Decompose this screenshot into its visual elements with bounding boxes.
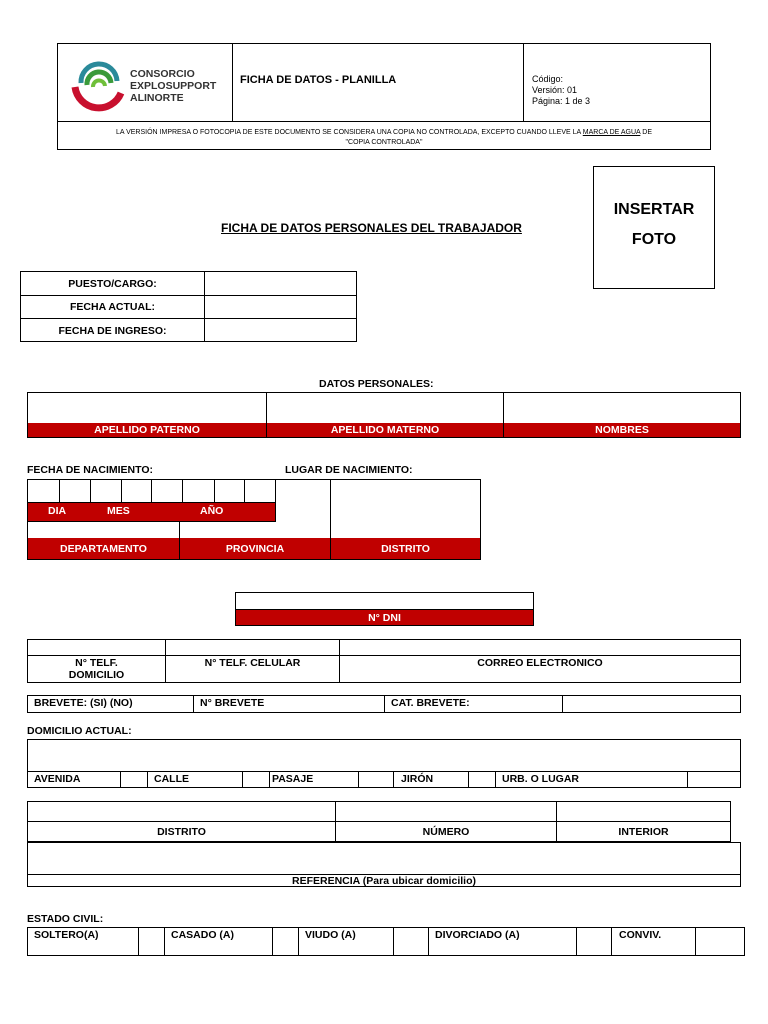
document-meta <box>523 44 712 121</box>
brevete-si-no[interactable]: BREVETE: (SI) (NO) <box>34 697 133 709</box>
numero-brevete-label: N° BREVETE <box>193 696 384 712</box>
apellido-materno-label: APELLIDO MATERNO <box>266 423 503 437</box>
telf-domicilio-label: N° TELF. DOMICILIO <box>28 655 165 682</box>
anio-label: AÑO <box>200 505 224 517</box>
job-table <box>20 271 357 342</box>
domicilio-street-input[interactable] <box>28 740 740 771</box>
photo-label-2: FOTO <box>631 231 677 248</box>
soltero-label: SOLTERO(A) <box>34 929 99 941</box>
form-title: FICHA DE DATOS PERSONALES DEL TRABAJADOR <box>221 221 522 235</box>
dia-box-2[interactable] <box>59 480 90 502</box>
photo-box[interactable] <box>593 166 715 289</box>
conviv-check[interactable] <box>695 928 744 955</box>
domicilio-street-table <box>27 739 741 788</box>
referencia-label: REFERENCIA (Para ubicar domicilio) <box>28 874 740 886</box>
interior-label: INTERIOR <box>556 821 730 841</box>
distrito-nac-input[interactable] <box>330 480 480 538</box>
avenida-check[interactable] <box>120 772 148 788</box>
company-name: CONSORCIO EXPLOSUPPORT ALINORTE <box>130 68 217 104</box>
provincia-input[interactable] <box>179 522 330 538</box>
anio-box-3[interactable] <box>214 480 244 502</box>
viudo-check[interactable] <box>393 928 429 955</box>
distrito-dom-input[interactable] <box>28 802 335 821</box>
street-type-row <box>28 771 740 787</box>
mes-box-2[interactable] <box>121 480 151 502</box>
referencia-table <box>27 842 741 887</box>
correo-label: CORREO ELECTRONICO <box>339 655 740 682</box>
birth-table <box>27 479 481 560</box>
contact-table <box>27 639 741 683</box>
anio-box-1[interactable] <box>151 480 182 502</box>
telf-celular-input[interactable] <box>165 640 339 655</box>
referencia-input[interactable] <box>28 843 740 874</box>
telf-celular-label: N° TELF. CELULAR <box>165 655 339 682</box>
fecha-actual-input[interactable] <box>204 295 357 318</box>
dia-box-1[interactable] <box>28 480 59 502</box>
avenida-label: AVENIDA <box>34 773 81 785</box>
anio-box-4[interactable] <box>244 480 276 502</box>
divorciado-check[interactable] <box>576 928 612 955</box>
jiron-label: JIRÓN <box>401 773 434 785</box>
apellido-materno-input[interactable] <box>266 393 503 423</box>
estado-civil-heading: ESTADO CIVIL: <box>27 913 104 925</box>
codigo-label: Código: <box>532 74 564 84</box>
mes-label: MES <box>107 505 130 517</box>
fecha-ingreso-label: FECHA DE INGRESO: <box>21 318 204 342</box>
lugar-nacimiento-heading: LUGAR DE NACIMIENTO: <box>285 464 413 476</box>
watermark-link: MARCA DE AGUA <box>582 129 641 136</box>
calle-label: CALLE <box>154 773 189 785</box>
estado-civil-table <box>27 927 745 956</box>
version-label: Versión: 01 <box>532 85 578 95</box>
correo-input[interactable] <box>339 640 740 655</box>
dia-label: DIA <box>48 505 67 517</box>
apellido-paterno-input[interactable] <box>28 393 266 423</box>
brevete-table <box>27 695 741 713</box>
pagina-label: Página: 1 de 3 <box>532 96 591 106</box>
logo-cell <box>58 44 233 121</box>
jiron-check[interactable] <box>468 772 496 788</box>
nombres-input[interactable] <box>503 393 740 423</box>
distrito-label: DISTRITO <box>330 538 480 559</box>
telf-domicilio-input[interactable] <box>28 640 165 655</box>
fecha-ingreso-input[interactable] <box>204 318 357 342</box>
cat-brevete-label: CAT. BREVETE: <box>384 696 562 712</box>
document-header <box>57 43 711 150</box>
soltero-check[interactable] <box>138 928 165 955</box>
mes-box-1[interactable] <box>90 480 121 502</box>
date-labels-row <box>28 502 276 522</box>
interior-input[interactable] <box>556 802 730 821</box>
calle-check[interactable] <box>242 772 270 788</box>
provincia-label: PROVINCIA <box>179 538 330 559</box>
photo-label-1: INSERTAR <box>613 201 695 218</box>
cat-brevete-input[interactable] <box>562 696 740 712</box>
datos-personales-heading: DATOS PERSONALES: <box>319 378 434 390</box>
document-title: FICHA DE DATOS - PLANILLA <box>240 74 397 86</box>
domicilio-heading: DOMICILIO ACTUAL: <box>27 725 132 737</box>
domicilio-detail-table <box>27 801 731 842</box>
names-table <box>27 392 741 438</box>
apellido-paterno-label: APELLIDO PATERNO <box>28 423 266 437</box>
anio-box-2[interactable] <box>182 480 214 502</box>
nombres-label: NOMBRES <box>503 423 740 437</box>
puesto-input[interactable] <box>204 272 357 295</box>
fecha-actual-label: FECHA ACTUAL: <box>21 295 204 318</box>
casado-check[interactable] <box>272 928 299 955</box>
control-notice: LA VERSIÓN IMPRESA O FOTOCOPIA DE ESTE DOCUMENTO SE CONSIDERA UNA COPIA NO CONTROLADA, EXCEPTO CUANDO LLEVE LA MARCA DE AGUA DE "COPIA CONTROLADA" <box>58 121 710 149</box>
numero-label: NÚMERO <box>335 821 556 841</box>
conviv-label: CONVIV. <box>619 929 662 941</box>
pasaje-check[interactable] <box>358 772 394 788</box>
dni-input[interactable] <box>236 593 533 609</box>
departamento-label: DEPARTAMENTO <box>28 538 179 559</box>
viudo-label: VIUDO (A) <box>305 929 356 941</box>
puesto-label: PUESTO/CARGO: <box>68 277 157 290</box>
numero-input[interactable] <box>335 802 556 821</box>
dni-label: N° DNI <box>236 609 533 625</box>
casado-label: CASADO (A) <box>171 929 234 941</box>
company-logo-icon <box>71 53 127 113</box>
distrito-dom-label: DISTRITO <box>28 821 335 841</box>
urb-label: URB. O LUGAR <box>502 773 579 785</box>
fecha-nacimiento-heading: FECHA DE NACIMIENTO: <box>27 464 153 476</box>
dni-box <box>235 592 534 626</box>
pasaje-label: PASAJE <box>272 773 314 785</box>
urb-check[interactable] <box>687 772 740 788</box>
divorciado-label: DIVORCIADO (A) <box>435 929 520 941</box>
